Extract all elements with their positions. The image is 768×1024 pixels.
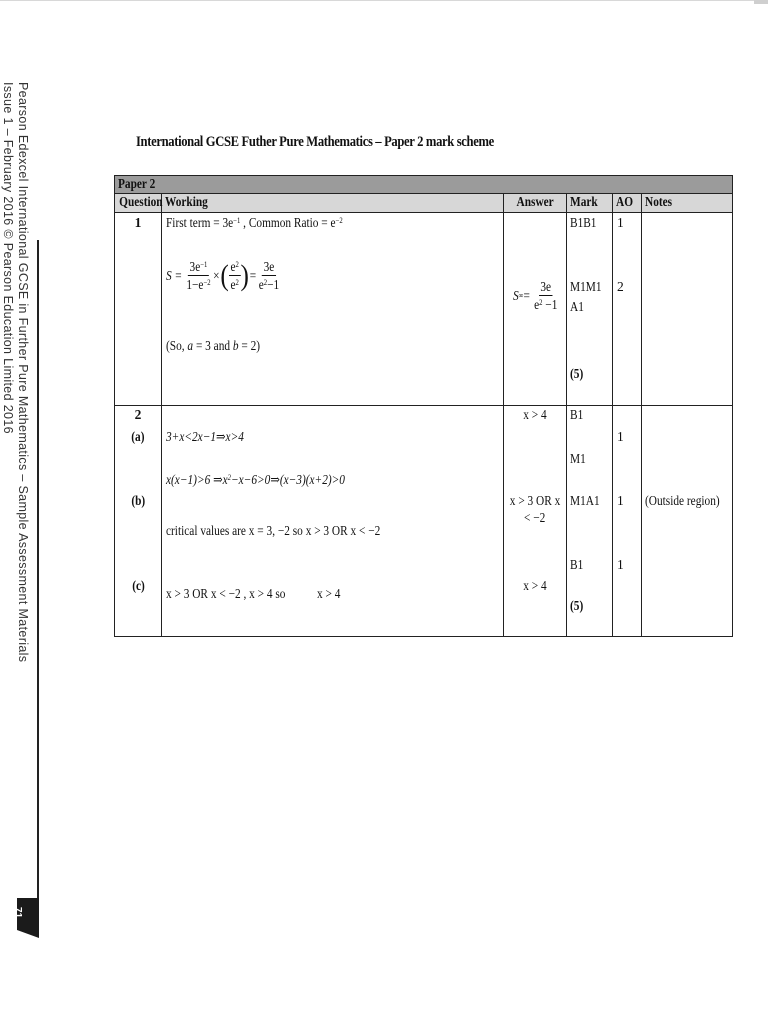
mark-scheme-table (114, 175, 733, 637)
q2-number-cell (115, 406, 162, 637)
q2b-answer-line-2: < −2 (524, 510, 546, 525)
q2-ao-cell (613, 406, 642, 637)
q2a-answer: x > 4 (523, 407, 547, 422)
header-notes: Notes (642, 194, 733, 213)
q1-ao-cell (613, 213, 642, 406)
question-2-row (115, 406, 733, 637)
q1-answer-cell (504, 213, 567, 406)
q1-number: 1 (134, 215, 142, 230)
q1-mark-cell (567, 213, 613, 406)
paper-label: Paper 2 (118, 176, 156, 191)
page-corner-mark (754, 0, 768, 4)
q2-ao-2: 1 (617, 493, 624, 508)
q1-number-cell (115, 213, 162, 406)
q1-answer-fraction: $\frac{3e}{e^2 -1}$ (534, 279, 558, 312)
q1-fraction-1: $\frac{3e^{-1}}{1-e^{-2}}$ (186, 259, 211, 292)
q1-working-cell (162, 213, 504, 406)
q2-answer-cell (504, 406, 567, 637)
q2-mark-4: B1 (570, 557, 584, 572)
q1-ao-2: 2 (617, 279, 624, 294)
q2c-working-result: x > 4 (317, 586, 341, 601)
q1-mark-3: A1 (570, 299, 584, 314)
paper-label-cell (115, 176, 733, 194)
q2-part-c: (c) (131, 578, 145, 593)
q2-mark-cell (567, 406, 613, 637)
q1-answer: S ∞ = $\frac{3e}{e^2 -1}$ (513, 279, 558, 312)
side-margin-rule (37, 240, 39, 934)
header-working: Working (162, 194, 504, 213)
header-question: Question (115, 194, 162, 213)
q2c-working: x > 3 OR x < −2 , x > 4 so (166, 586, 286, 601)
q2-part-b: (b) (131, 493, 145, 508)
header-answer: Answer (504, 194, 567, 213)
q1-fraction-2: $\frac{e^2}{e^2}$ (230, 259, 239, 292)
side-margin-line-2: Issue 1 – February 2016 © Pearson Education Limited 2016 (1, 82, 15, 434)
q2b-working-line-1: x(x−1)>6 $\Rightarrow x^2-x-6>0\Rightarrow(x-3)(x+2)>0$ (166, 472, 345, 487)
q1-notes-cell (642, 213, 733, 406)
paper-label-row (115, 176, 733, 194)
side-margin-line-1: Pearson Edexcel International GCSE in Further Pure Mathematics – Sample Assessment Materials (16, 82, 30, 663)
q2-mark-3: M1A1 (570, 493, 600, 508)
q1-mark-2: M1M1 (570, 279, 602, 294)
q2-ao-3: 1 (617, 557, 624, 572)
q1-mark-total: (5) (570, 366, 584, 381)
q2-number: 2 (134, 407, 142, 422)
q1-mark-1: B1B1 (570, 215, 597, 230)
header-ao: AO (613, 194, 642, 213)
q2-mark-2: M1 (570, 451, 586, 466)
header-mark: Mark (567, 194, 613, 213)
q1-values-note: (So, a = 3 and b = 2) (166, 338, 261, 353)
q2-mark-1: B1 (570, 407, 584, 422)
q2b-working-line-2: critical values are x = 3, −2 so x > 3 OR x < −2 (166, 523, 381, 538)
q2-notes-cell (642, 406, 733, 637)
q2-working-cell (162, 406, 504, 637)
q1-sum-working: S = $\frac{3e^{-1}}{1-e^{-2}}$ × ( $\frac{e^2}{e^2}$ ) = $\frac{3e}{e^2-1}$ (166, 258, 280, 292)
page-top-edge (0, 0, 768, 1)
q1-ao-1: 1 (617, 215, 624, 230)
page-number: 71 (12, 907, 23, 919)
q1-fraction-3: $\frac{3e}{e^2-1}$ (258, 259, 280, 292)
q2-ao-1: 1 (617, 429, 624, 444)
side-margin-text (0, 82, 30, 722)
q2a-working: 3+x<2x−1⇒x>4 (166, 429, 244, 444)
q2-part-a: (a) (131, 429, 145, 444)
page-title: International GCSE Futher Pure Mathematics – Paper 2 mark scheme (136, 134, 494, 150)
q1-first-term-line: First term = $3e^{-1}$ , Common Ratio = $e^{-2}$ (166, 215, 343, 230)
q2b-answer-line-1: x > 3 OR x (509, 493, 561, 508)
q2-mark-total: (5) (570, 598, 584, 613)
q2-notes: (Outside region) (645, 493, 720, 508)
question-1-row (115, 213, 733, 406)
q2c-answer: x > 4 (523, 578, 547, 593)
header-row (115, 194, 733, 213)
